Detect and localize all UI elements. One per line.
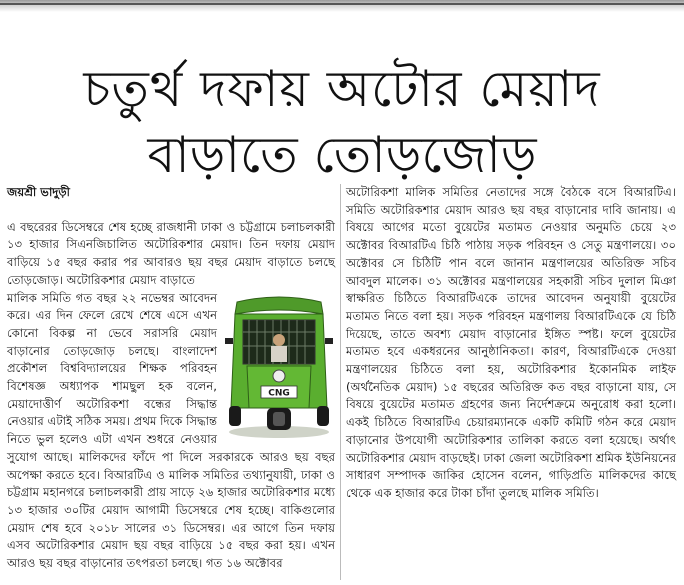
headline-line-2: বাড়াতে তোড়জোড়	[147, 126, 537, 185]
left-para-2: মালিক সমিতি গত বছর ২২ নভেম্বর আবেদন করে। এর দিন ফেলে রেখে শেষে এসে এখন কোনো বিকল্প না ভেবে সরাসরি মেয়াদ বাড়ানোর তোড়জোড় চলছে। বাংলাদেশ প্রকৌশল বিশ্ববিদ্যালয়ের শিক্ষক পরিবহন বিশেষজ্ঞ অধ্যাপক শামছুল হক বলেন, মেয়াদোত্তীর্ণ অটোরিকশা বন্ধের সিদ্ধান্ত নেওয়ার এটাই সঠিক সময়। প্রথম দিকে সিদ্ধান্ত নিতে ভুল হলেও এটা এখন শুধরে নেওয়ার সুযোগ আছে। মালিকদের ফাঁদে পা দিলে সরকারকে আরও ছয় বছর অপেক্ষা করতে হবে। বিআরটিএ ও মালিক সমিতির তথ্যানুযায়ী, ঢাকা ও চট্টগ্রাম মহানগরে চলাচলকারী প্রায় সাড়ে ২৬ হাজার অটোরিকশার মধ্যে ১৩ হাজার ৩০টির মেয়াদ আগামী ডিসেম্বরে শেষ হচ্ছে। বাকিগুলোর মেয়াদ শেষ হবে ২০১৮ সালের ৩১ ডিসেম্বর। এর আগে তিন দফায় এসব অটোরিকশার মেয়াদ ছয় বছর বাড়িয়ে ১৫ বছর করা হয়। এখন আরও ছয় বছর বাড়ানোর তৎপরতা চলছে। গত ১৬ অক্টোবর	[7, 290, 335, 571]
right-column	[346, 184, 676, 584]
headline	[0, 57, 684, 187]
left-column	[7, 184, 335, 584]
byline: জয়শ্রী ভাদুড়ী	[7, 185, 70, 199]
plate-text: CNG	[268, 388, 290, 399]
cng-autorickshaw-photo	[223, 290, 335, 440]
left-para-1: এ বছরেরর ডিসেম্বরে শেষ হচ্ছে রাজধানী ঢাকা ও চট্টগ্রামে চলাচলকারী ১৩ হাজার সিএনজিচালিত অটোরিকশার মেয়াদ। তিন দফায় মেয়াদ বাড়িয়ে ১৫ বছর করার পর আবারও ছয় বছর মেয়াদ বাড়াতে চলছে তোড়জোড়। অটোরিকশার মেয়াদ বাড়াতে	[7, 219, 335, 287]
cng-autorickshaw-icon	[223, 290, 335, 440]
right-para-1: অটোরিকশা মালিক সমিতির নেতাদের সঙ্গে বৈঠকে বসে বিআরটিএ। সমিতি অটোরিকশার মেয়াদ আরও ছয় বছর বাড়ানোর দাবি জানায়। এ বিষয়ে আগের মতো বুয়েটের মতামত নেওয়ার অনুমতি চেয়ে ২৩ অক্টোবর বিআরটিএ চিঠি পাঠায় সড়ক পরিবহন ও সেতু মন্ত্রণালয়ে। ৩০ অক্টোবর সে চিঠিটি পান বলে জানান মন্ত্রণালয়ের অতিরিক্ত সচিব আবদুল মালেক। ৩১ অক্টোবর মন্ত্রণালয়ের সহকারী সচিব দুলাল মিঞা স্বাক্ষরিত চিঠিতে বিআরটিএকে তাদের আবেদন অনুযায়ী বুয়েটের মতামত নিতে বলা হয়। সড়ক পরিবহন মন্ত্রণালয় বিআরটিএকে যে চিঠি দিয়েছে, তাতে অবশ্য মেয়াদ বাড়ানোর ইঙ্গিত স্পষ্ট। ফলে বুয়েটের মতামত হবে একধরনের আনুষ্ঠানিকতা। কারণ, বিআরটিএকে দেওয়া মন্ত্রণালয়ের চিঠিতে বলা হয়, অটোরিকশার ইকোনমিক লাইফ (অর্থনৈতিক মেয়াদ) ১৫ বছরের অতিরিক্ত কত বছর বাড়ানো যায়, সে বিষয়ে বুয়েটের মতামত গ্রহণের জন্য নির্দেশক্রমে অনুরোধ করা হলো। একই চিঠিতে বিআরটিএ চেয়ারম্যানকে একটি কমিটি গঠন করে মেয়াদ বাড়ানোর উপযোগী অটোরিকশার তালিকা করতে বলা হয়েছে। অর্থাৎ অটোরিকশার মেয়াদ বাড়ছেই। ঢাকা জেলা অটোরিকশা শ্রমিক ইউনিয়নের সাধারণ সম্পাদক জাকির হোসেন বলেন, গাড়িপ্রতি মালিকদের কাছে থেকে এক হাজার করে টাকা চাঁদা তুলছে মালিক সমিতি।	[346, 185, 676, 500]
headline-line-1: চতুর্থ দফায় অটোর মেয়াদ	[83, 60, 601, 119]
column-divider	[340, 184, 341, 580]
top-rule	[0, 0, 684, 12]
